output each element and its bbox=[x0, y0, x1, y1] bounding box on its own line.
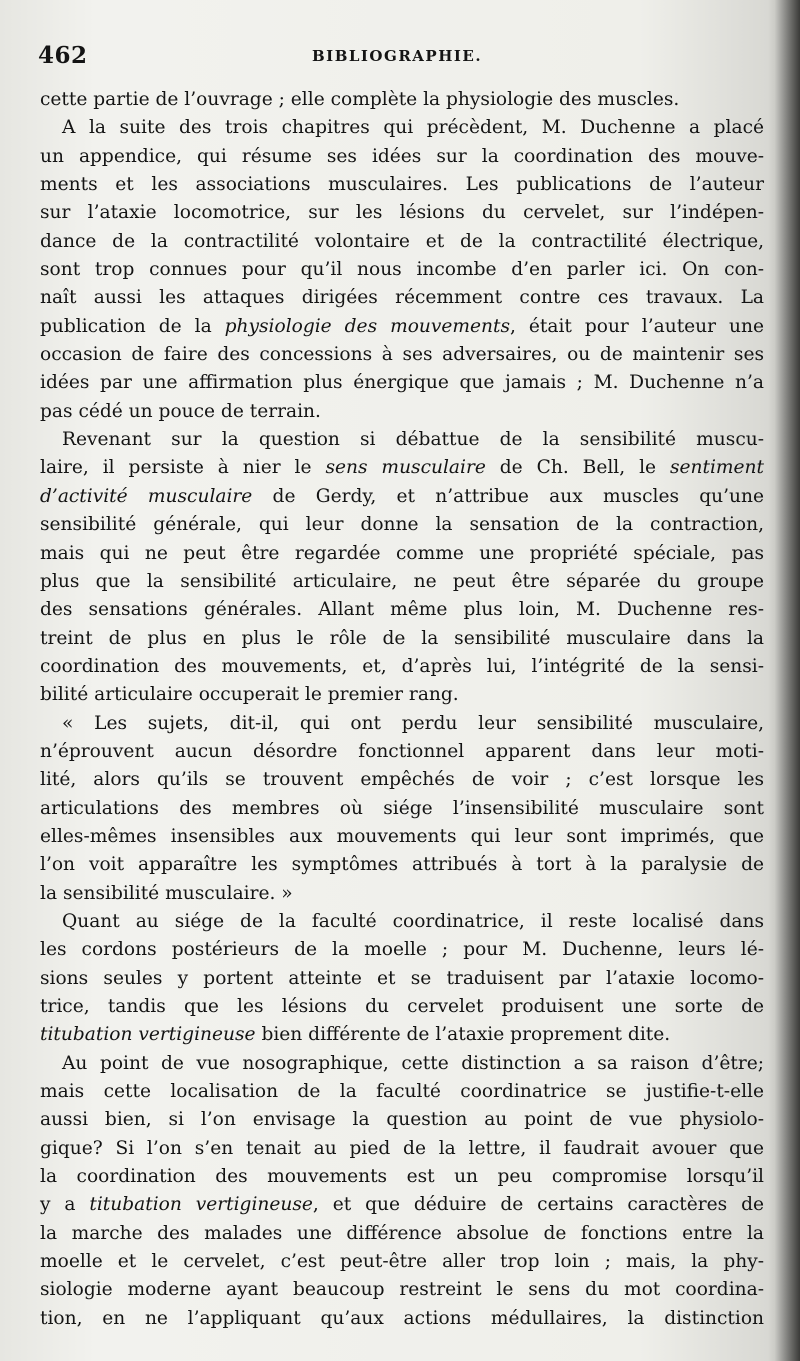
text-line bbox=[40, 228, 764, 256]
line-text: aussi bien, si l’on envisage la question au point de vue physiolo- bbox=[40, 1109, 764, 1131]
text-line bbox=[40, 341, 764, 369]
line-text: articulations des membres où siége l’insensibilité musculaire sont bbox=[40, 797, 764, 819]
text-line bbox=[40, 114, 764, 142]
line-text: n’éprouvent aucun désordre fonctionnel apparent dans leur moti- bbox=[40, 740, 764, 762]
line-text: « Les sujets, dit-il, qui ont perdu leur sensibilité musculaire, bbox=[62, 712, 764, 734]
text-line bbox=[40, 483, 764, 511]
text-line bbox=[40, 993, 764, 1021]
text-line bbox=[40, 426, 764, 454]
text-line bbox=[40, 284, 764, 312]
text-line bbox=[40, 851, 764, 879]
italic-phrase: d’activité musculaire bbox=[40, 485, 253, 507]
text-line bbox=[40, 1220, 764, 1248]
line-text: pas cédé un pouce de terrain. bbox=[40, 400, 321, 422]
text-line bbox=[40, 568, 764, 596]
running-head: BIBLIOGRAPHIE. bbox=[312, 47, 483, 65]
line-text: treint de plus en plus le rôle de la sensibilité musculaire dans la bbox=[40, 627, 764, 649]
line-text: de Gerdy, et n’attribue aux muscles qu’une bbox=[252, 485, 764, 507]
line-text: naît aussi les attaques dirigées récemment contre ces travaux. La bbox=[40, 287, 764, 309]
page-number: 462 bbox=[38, 42, 88, 69]
text-line bbox=[40, 625, 764, 653]
line-text: , et que déduire de certains caractères de bbox=[312, 1194, 764, 1216]
line-text: gique? Si l’on s’en tenait au pied de la lettre, il faudrait avouer que bbox=[40, 1137, 764, 1159]
line-text: moelle et le cervelet, c’est peut-être aller trop loin ; mais, la phy- bbox=[40, 1251, 764, 1273]
text-line bbox=[40, 1021, 764, 1049]
italic-phrase: sens musculaire bbox=[325, 457, 486, 479]
text-line bbox=[40, 369, 764, 397]
text-line bbox=[40, 1248, 764, 1276]
line-text: des sensations générales. Allant même plus loin, M. Duchenne res- bbox=[40, 599, 764, 621]
text-line bbox=[40, 1276, 764, 1304]
line-text: la coordination des mouvements est un peu compromise lorsqu’il bbox=[40, 1166, 764, 1188]
line-text: Revenant sur la question si débattue de la sensibilité muscu- bbox=[62, 429, 764, 451]
line-text: coordination des mouvements, et, d’après lui, l’intégrité de la sensi- bbox=[40, 655, 764, 677]
text-line bbox=[40, 766, 764, 794]
text-line bbox=[40, 86, 764, 114]
line-text: dance de la contractilité volontaire et de la contractilité électrique, bbox=[40, 230, 764, 252]
text-line bbox=[40, 143, 764, 171]
text-line bbox=[40, 936, 764, 964]
text-line bbox=[40, 1078, 764, 1106]
line-text: bien différente de l’ataxie proprement dite. bbox=[255, 1024, 671, 1046]
text-line bbox=[40, 540, 764, 568]
text-line bbox=[40, 880, 764, 908]
text-line bbox=[40, 596, 764, 624]
line-text: idées par une affirmation plus énergique que jamais ; M. Duchenne n’a bbox=[40, 372, 764, 394]
text-line bbox=[40, 653, 764, 681]
text-line bbox=[40, 823, 764, 851]
line-text: Au point de vue nosographique, cette distinction a sa raison d’être; bbox=[62, 1052, 764, 1074]
text-line bbox=[40, 1191, 764, 1219]
line-text: mais qui ne peut être regardée comme une propriété spéciale, pas bbox=[40, 542, 764, 564]
italic-phrase: titubation vertigineuse bbox=[40, 1024, 256, 1046]
line-text: occasion de faire des concessions à ses adversaires, ou de maintenir ses bbox=[40, 344, 764, 366]
text-line bbox=[40, 1305, 764, 1333]
line-text: la sensibilité musculaire. » bbox=[40, 882, 293, 904]
line-text: y a bbox=[40, 1194, 90, 1216]
text-line bbox=[40, 199, 764, 227]
line-text: ments et les associations musculaires. Les publications de l’auteur bbox=[40, 174, 764, 196]
line-text: plus que la sensibilité articulaire, ne peut être séparée du groupe bbox=[40, 570, 764, 592]
line-text: de Ch. Bell, le bbox=[485, 457, 670, 479]
text-line bbox=[40, 908, 764, 936]
line-text: , était pour l’auteur une bbox=[510, 315, 764, 337]
line-text: sont trop connues pour qu’il nous incombe d’en parler ici. On con- bbox=[40, 259, 764, 281]
line-text: laire, il persiste à nier le bbox=[40, 457, 326, 479]
line-text: un appendice, qui résume ses idées sur la coordination des mouve- bbox=[40, 145, 764, 167]
text-line bbox=[40, 795, 764, 823]
text-line bbox=[40, 313, 764, 341]
italic-phrase: sentiment bbox=[669, 457, 764, 479]
line-text: sensibilité générale, qui leur donne la sensation de la contraction, bbox=[40, 514, 764, 536]
page-edge-shadow bbox=[774, 0, 800, 1361]
line-text: bilité articulaire occuperait le premier rang. bbox=[40, 684, 459, 706]
page-header bbox=[38, 42, 768, 78]
line-text: lité, alors qu’ils se trouvent empêchés de voir ; c’est lorsque les bbox=[40, 769, 764, 791]
line-text: les cordons postérieurs de la moelle ; pour M. Duchenne, leurs lé- bbox=[40, 939, 764, 961]
italic-phrase: titubation vertigineuse bbox=[89, 1194, 313, 1216]
italic-phrase: physiologie des mouvements bbox=[224, 315, 511, 337]
text-line bbox=[40, 1135, 764, 1163]
line-text: mais cette localisation de la faculté coordinatrice se justifie-t-elle bbox=[40, 1081, 764, 1103]
text-line bbox=[40, 1050, 764, 1078]
line-text: Quant au siége de la faculté coordinatrice, il reste localisé dans bbox=[62, 910, 764, 932]
line-text: publication de la bbox=[40, 315, 225, 337]
line-text: trice, tandis que les lésions du cervelet produisent une sorte de bbox=[40, 996, 764, 1017]
text-line bbox=[40, 398, 764, 426]
body-text bbox=[40, 86, 764, 1333]
line-text: A la suite des trois chapitres qui précèdent, M. Duchenne a placé bbox=[62, 117, 764, 139]
line-text: tion, en ne l’appliquant qu’aux actions médullaires, la distinction bbox=[40, 1307, 764, 1329]
text-line bbox=[40, 454, 764, 482]
line-text: l’on voit apparaître les symptômes attribués à tort à la paralysie de bbox=[40, 854, 764, 876]
text-line bbox=[40, 256, 764, 284]
text-line bbox=[40, 1106, 764, 1134]
text-line bbox=[40, 965, 764, 993]
text-line bbox=[40, 511, 764, 539]
text-line bbox=[40, 171, 764, 199]
text-line bbox=[40, 738, 764, 766]
line-text: sur l’ataxie locomotrice, sur les lésions du cervelet, sur l’indépen- bbox=[40, 202, 764, 224]
line-text: elles-mêmes insensibles aux mouvements qui leur sont imprimés, que bbox=[40, 825, 764, 847]
line-text: cette partie de l’ouvrage ; elle complète la physiologie des muscles. bbox=[40, 89, 680, 110]
text-line bbox=[40, 1163, 764, 1191]
line-text: la marche des malades une différence absolue de fonctions entre la bbox=[40, 1222, 764, 1244]
line-text: sions seules y portent atteinte et se traduisent par l’ataxie locomo- bbox=[40, 967, 764, 989]
text-line bbox=[40, 710, 764, 738]
line-text: siologie moderne ayant beaucoup restreint le sens du mot coordina- bbox=[40, 1279, 764, 1301]
text-line bbox=[40, 681, 764, 709]
